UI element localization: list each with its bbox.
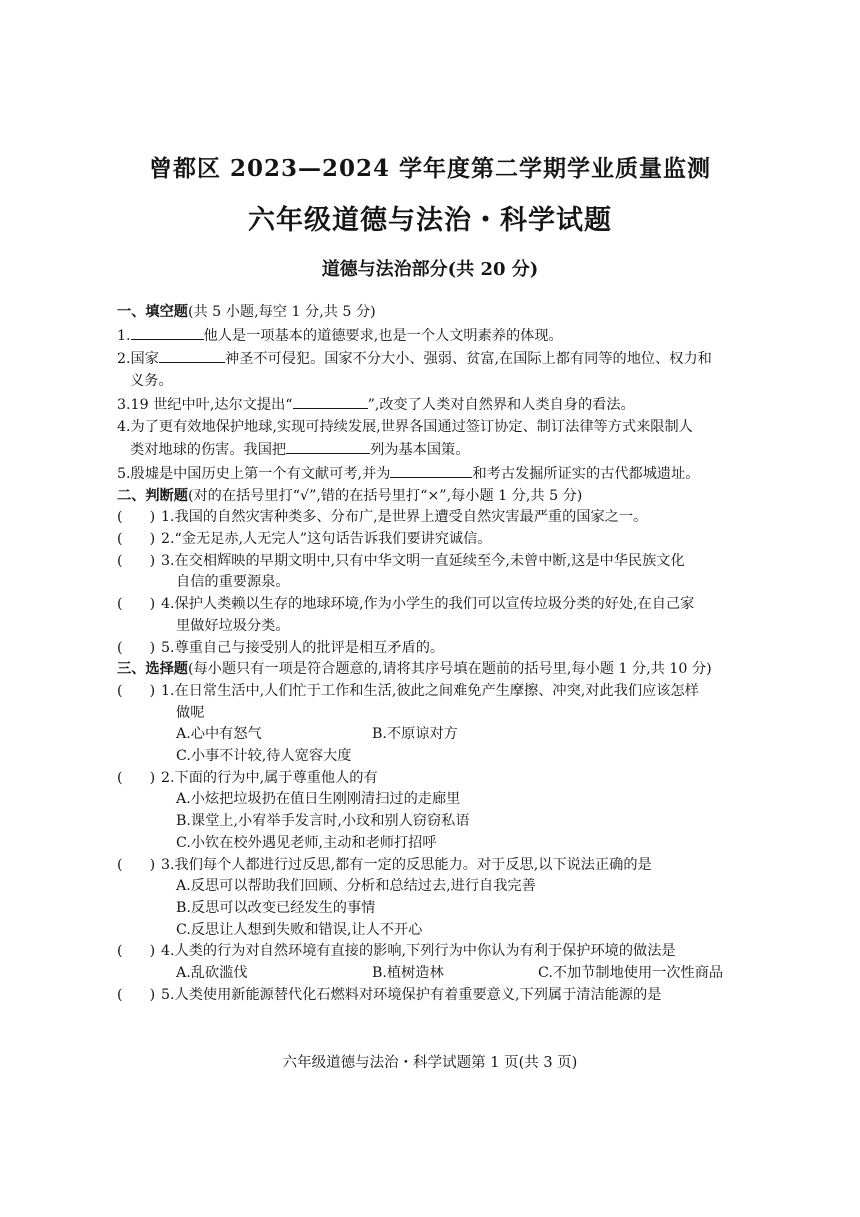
answer-parentheses[interactable]: ( ) <box>117 531 156 548</box>
choice-options <box>117 963 742 985</box>
question-text: 神圣不可侵犯。国家不分大小、强弱、贫富,在国际上都有同等的地位、权力和 <box>224 351 712 368</box>
fill-question-3 <box>117 393 742 417</box>
section-heading-label: 三、选择题 <box>117 661 188 678</box>
judge-question-1 <box>117 507 742 529</box>
fill-question-2 <box>117 347 742 371</box>
fill-question-2-cont: 义务。 <box>130 373 173 390</box>
option-a: A.小炫把垃圾扔在值日生刚刚清扫过的走廊里 <box>176 791 461 808</box>
option-a: A.反思可以帮助我们回顾、分析和总结过去,进行自我完善 <box>176 878 536 895</box>
exam-content <box>117 302 742 1007</box>
option-b: B.课堂上,小宥举手发言时,小玟和别人窃窃私语 <box>176 813 470 830</box>
section-note: (每小题只有一项是符合题意的,请将其序号填在题前的括号里,每小题 1 分,共 10 分) <box>187 661 712 678</box>
option-c: C.不加节制地使用一次性商品 <box>538 965 724 982</box>
question-text: 4.保护人类赖以生存的地球环境,作为小学生的我们可以宣传垃圾分类的好处,在自己家 <box>161 596 695 613</box>
choice-question-4 <box>117 941 742 963</box>
question-text: 2.“金无足赤,人无完人”这句话告诉我们要讲究诚信。 <box>161 531 492 548</box>
choice-options <box>117 724 742 746</box>
judge-question-5 <box>117 638 742 660</box>
question-text: 1.我国的自然灾害种类多、分布广,是世界上遭受自然灾害最严重的国家之一。 <box>161 509 648 526</box>
question-text: 3.我们每个人都进行过反思,都有一定的反思能力。对于反思,以下说法正确的是 <box>161 856 652 873</box>
exam-title: 曾都区 2023—2024 学年度第二学期学业质量监测 <box>148 155 712 182</box>
question-text: 5.人类使用新能源替代化石燃料对环境保护有着重要意义,下列属于清洁能源的是 <box>161 986 662 1003</box>
section-2-heading <box>117 486 742 508</box>
question-text: ”,改变了人类对自然界和人类自身的看法。 <box>367 396 635 413</box>
choice-question-3 <box>117 855 742 877</box>
option-c: C.小钦在校外遇见老师,主动和老师打招呼 <box>176 834 437 851</box>
section-note: (共 5 小题,每空 1 分,共 5 分) <box>187 304 376 320</box>
fill-question-4: 4.为了更有效地保护地球,实现可持续发展,世界各国通过签订协定、制订法律等方式来限制人 <box>117 418 693 435</box>
page-footer: 六年级道德与法治・科学试题第 1 页(共 3 页) <box>282 1055 578 1071</box>
choice-question-1-cont: 做呢 <box>176 704 205 721</box>
question-text: 和考古发掘所证实的古代都城遗址。 <box>472 465 700 482</box>
judge-question-2 <box>117 529 742 551</box>
answer-blank[interactable] <box>159 347 225 363</box>
judge-question-3 <box>117 551 742 573</box>
answer-parentheses[interactable]: ( ) <box>117 639 156 656</box>
option-b: B.不原谅对方 <box>372 726 458 743</box>
choice-question-5 <box>117 985 742 1007</box>
section-heading-label: 一、填空题 <box>117 304 188 320</box>
question-text: 5.尊重自己与接受别人的批评是相互矛盾的。 <box>161 639 445 656</box>
answer-blank[interactable] <box>390 462 472 478</box>
answer-parentheses[interactable]: ( ) <box>117 682 156 699</box>
answer-parentheses[interactable]: ( ) <box>117 596 156 613</box>
option-a: A.心中有怒气 <box>176 726 262 743</box>
option-b: B.反思可以改变已经发生的事情 <box>176 899 376 916</box>
fill-question-4-cont <box>117 438 742 462</box>
answer-parentheses[interactable]: ( ) <box>117 509 156 526</box>
answer-parentheses[interactable]: ( ) <box>117 769 156 786</box>
section-note: (对的在括号里打“√”,错的在括号里打“×”,每小题 1 分,共 5 分) <box>187 487 583 504</box>
part-title: 道德与法治部分(共 20 分) <box>321 259 539 280</box>
answer-parentheses[interactable]: ( ) <box>117 943 156 960</box>
subject-title: 六年级道德与法治・科学试题 <box>248 205 612 236</box>
answer-blank[interactable] <box>286 438 370 454</box>
option-c: C.反思让人想到失败和错误,让人不开心 <box>176 921 423 938</box>
answer-blank[interactable] <box>293 393 368 409</box>
fill-question-1 <box>117 324 742 348</box>
option-c: C.小事不计较,待人宽容大度 <box>176 748 352 765</box>
judge-question-4-cont: 里做好垃圾分类。 <box>176 617 290 634</box>
section-3-heading <box>117 659 742 681</box>
question-text: 列为基本国策。 <box>370 442 470 459</box>
question-text: 他人是一项基本的道德要求,也是一个人文明素养的体现。 <box>203 327 563 344</box>
judge-question-3-cont: 自信的重要源泉。 <box>176 574 290 591</box>
fill-question-5 <box>117 462 742 486</box>
answer-parentheses[interactable]: ( ) <box>117 552 156 569</box>
question-text: 2.下面的行为中,属于尊重他人的有 <box>161 769 378 786</box>
answer-parentheses[interactable]: ( ) <box>117 856 156 873</box>
question-text: 1.在日常生活中,人们忙于工作和生活,彼此之间难免产生摩擦、冲突,对此我们应该怎样 <box>161 682 699 699</box>
question-text: 3.在交相辉映的早期文明中,只有中华文明一直延续至今,未曾中断,这是中华民族文化 <box>161 552 685 569</box>
choice-question-1 <box>117 681 742 703</box>
option-b: B.植树造林 <box>372 965 444 982</box>
question-text: 5.殷墟是中国历史上第一个有文献可考,并为 <box>117 465 391 482</box>
option-a: A.乱砍滥伐 <box>176 965 248 982</box>
answer-parentheses[interactable]: ( ) <box>117 986 156 1003</box>
question-text: 类对地球的伤害。我国把 <box>130 442 287 459</box>
question-text: 3.19 世纪中叶,达尔文提出“ <box>117 396 293 413</box>
answer-blank[interactable] <box>131 324 204 340</box>
judge-question-4 <box>117 594 742 616</box>
question-number: 1. <box>117 327 131 344</box>
question-number: 2. <box>117 351 131 368</box>
question-text: 4.人类的行为对自然环境有直接的影响,下列行为中你认为有利于保护环境的做法是 <box>161 943 676 960</box>
choice-question-2 <box>117 768 742 790</box>
question-text: 国家 <box>130 351 159 368</box>
section-heading-label: 二、判断题 <box>117 487 188 504</box>
section-1-heading <box>117 302 742 324</box>
